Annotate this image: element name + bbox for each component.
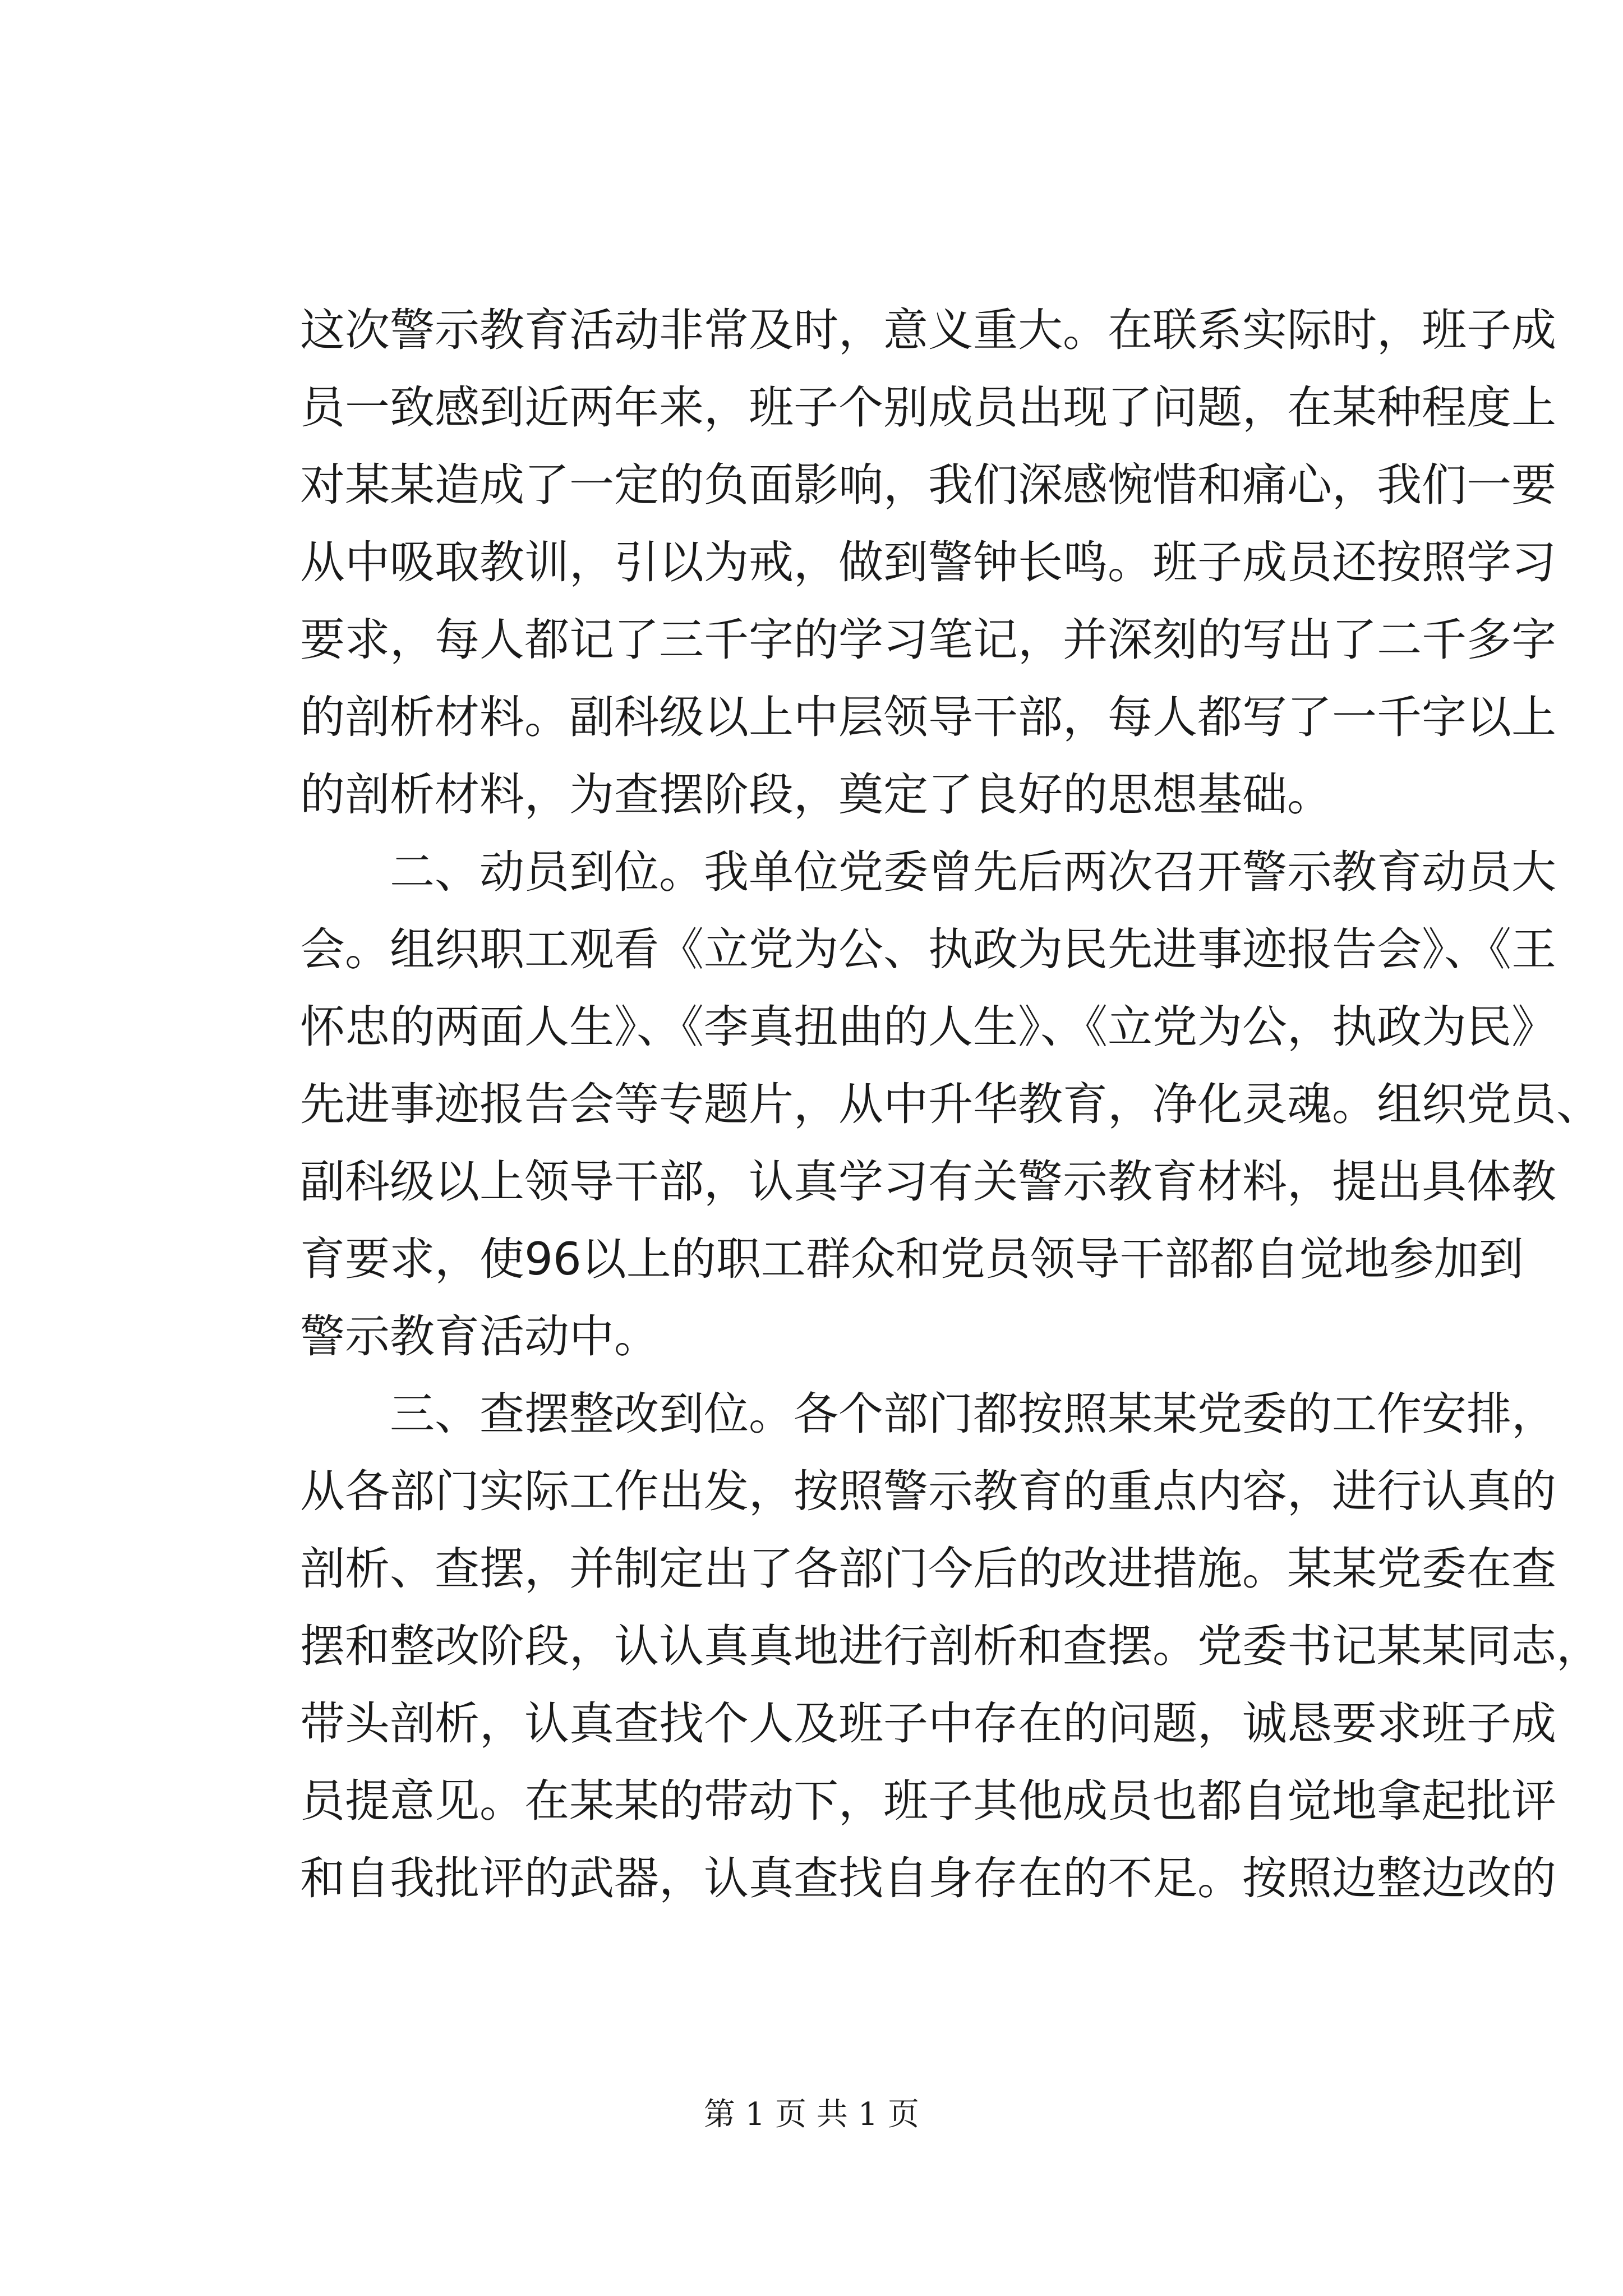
page-number-label: 第 1 页 共 1 页 (703, 2096, 920, 2133)
text-line: 怀忠的两面人生》、《李真扭曲的人生》、《立党为公，执政为民》 (300, 1001, 1556, 1053)
text-line: 育要求，使96以上的职工群众和党员领导干部都自觉地参加到 (300, 1233, 1524, 1285)
text-line: 先进事迹报告会等专题片，从中升华教育，净化灵魂。组织党员、 (300, 1078, 1601, 1130)
text-line: 的剖析材料，为查摆阶段，奠定了良好的思想基础。 (300, 769, 1332, 821)
document-body (300, 292, 1601, 1917)
page-footer (0, 2092, 1623, 2137)
text-line: 警示教育活动中。 (300, 1310, 659, 1363)
text-line: 的剖析材料。副科级以上中层领导干部，每人都写了一千字以上 (300, 691, 1556, 743)
text-line: 员一致感到近两年来，班子个别成员出现了问题，在某种程度上 (300, 381, 1556, 434)
text-line: 这次警示教育活动非常及时，意义重大。在联系实际时，班子成 (300, 304, 1556, 356)
text-line: 会。组织职工观看《立党为公、执政为民先进事迹报告会》、《王 (300, 923, 1556, 976)
text-line: 从中吸取教训，引以为戒，做到警钟长鸣。班子成员还按照学习 (300, 536, 1556, 588)
paragraph-start-line: 三、查摆整改到位。各个部门都按照某某党委的工作安排， (390, 1388, 1556, 1440)
text-line: 从各部门实际工作出发，按照警示教育的重点内容，进行认真的 (300, 1465, 1556, 1517)
text-line: 剖析、查摆，并制定出了各部门今后的改进措施。某某党委在查 (300, 1543, 1556, 1595)
text-line: 要求，每人都记了三千字的学习笔记，并深刻的写出了二千多字 (300, 614, 1556, 666)
paragraph-start-line: 二、动员到位。我单位党委曾先后两次召开警示教育动员大 (390, 846, 1556, 898)
text-line: 对某某造成了一定的负面影响，我们深感惋惜和痛心，我们一要 (300, 459, 1556, 511)
text-line: 员提意见。在某某的带动下，班子其他成员也都自觉地拿起批评 (300, 1775, 1556, 1827)
text-line: 摆和整改阶段，认认真真地进行剖析和查摆。党委书记某某同志， (300, 1620, 1601, 1672)
text-line: 带头剖析，认真查找个人及班子中存在的问题，诚恳要求班子成 (300, 1697, 1556, 1750)
text-line: 副科级以上领导干部，认真学习有关警示教育材料，提出具体教 (300, 1156, 1556, 1208)
text-line: 和自我批评的武器，认真查找自身存在的不足。按照边整边改的 (300, 1852, 1556, 1904)
